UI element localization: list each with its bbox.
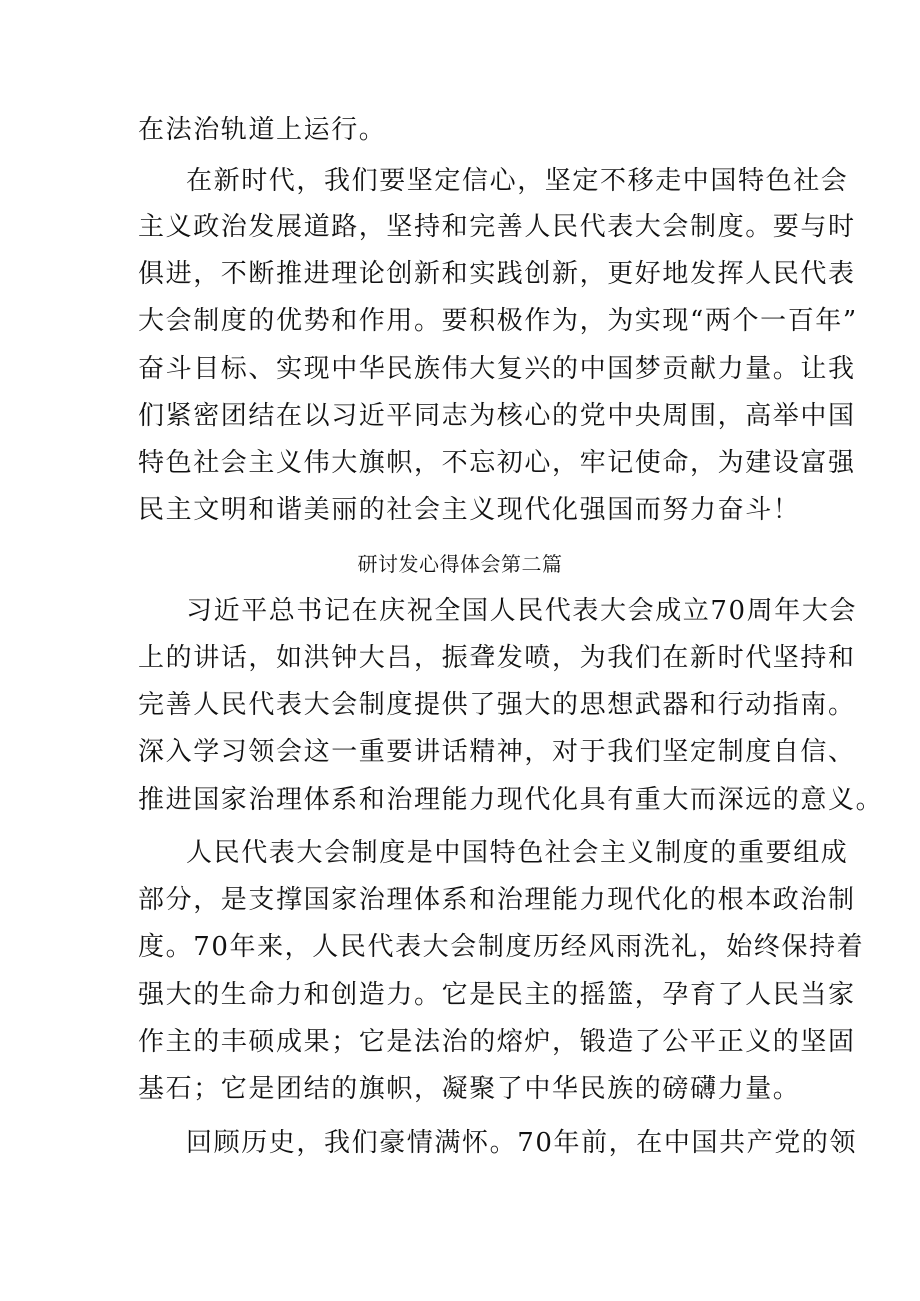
paragraph-line: 大会制度的优势和作用。要积极作为，为实现“两个一百年” bbox=[138, 306, 858, 336]
paragraph-line: 民主文明和谐美丽的社会主义现代化强国而努力奋斗！ bbox=[138, 495, 801, 525]
paragraph-line: 特色社会主义伟大旗帜，不忘初心，牢记使命，为建设富强 bbox=[138, 448, 856, 478]
paragraph-line: 人民代表大会制度是中国特色社会主义制度的重要组成 bbox=[186, 838, 849, 868]
paragraph-line: 作主的丰硕成果；它是法治的熔炉，锻造了公平正义的坚固 bbox=[138, 1027, 856, 1057]
paragraph-line: 习近平总书记在庆祝全国人民代表大会成立70周年大会 bbox=[186, 596, 858, 626]
paragraph-line: 奋斗目标、实现中华民族伟大复兴的中国梦贡献力量。让我 bbox=[138, 354, 856, 384]
paragraph-line: 上的讲话，如洪钟大吕，振聋发喷，为我们在新时代坚持和 bbox=[138, 643, 856, 673]
section-heading: 研讨发心得体会第二篇 bbox=[357, 552, 563, 576]
paragraph-line: 主义政治发展道路，坚持和完善人民代表大会制度。要与时 bbox=[138, 212, 856, 242]
paragraph-line: 在新时代，我们要坚定信心，坚定不移走中国特色社会 bbox=[186, 166, 849, 196]
paragraph-line: 在法治轨道上运行。 bbox=[138, 115, 387, 145]
paragraph-line: 基石；它是团结的旗帜，凝聚了中华民族的磅礴力量。 bbox=[138, 1074, 801, 1104]
paragraph-line: 深入学习领会这一重要讲话精神，对于我们坚定制度自信、 bbox=[138, 737, 856, 767]
paragraph-line: 度。70年来，人民代表大会制度历经风雨洗礼，始终保持着 bbox=[138, 932, 865, 962]
paragraph-line: 推进国家治理体系和治理能力现代化具有重大而深远的意义。 bbox=[138, 785, 884, 815]
paragraph-line: 们紧密团结在以习近平同志为核心的党中央周围，高举中国 bbox=[138, 401, 856, 431]
paragraph-line: 强大的生命力和创造力。它是民主的摇篮，孕育了人民当家 bbox=[138, 980, 856, 1010]
paragraph-line: 回顾历史，我们豪情满怀。70年前，在中国共产党的领 bbox=[186, 1128, 858, 1158]
paragraph-line: 部分，是支撑国家治理体系和治理能力现代化的根本政治制 bbox=[138, 885, 856, 915]
paragraph-line: 俱进，不断推进理论创新和实践创新，更好地发挥人民代表 bbox=[138, 259, 856, 289]
paragraph-line: 完善人民代表大会制度提供了强大的思想武器和行动指南。 bbox=[138, 690, 856, 720]
